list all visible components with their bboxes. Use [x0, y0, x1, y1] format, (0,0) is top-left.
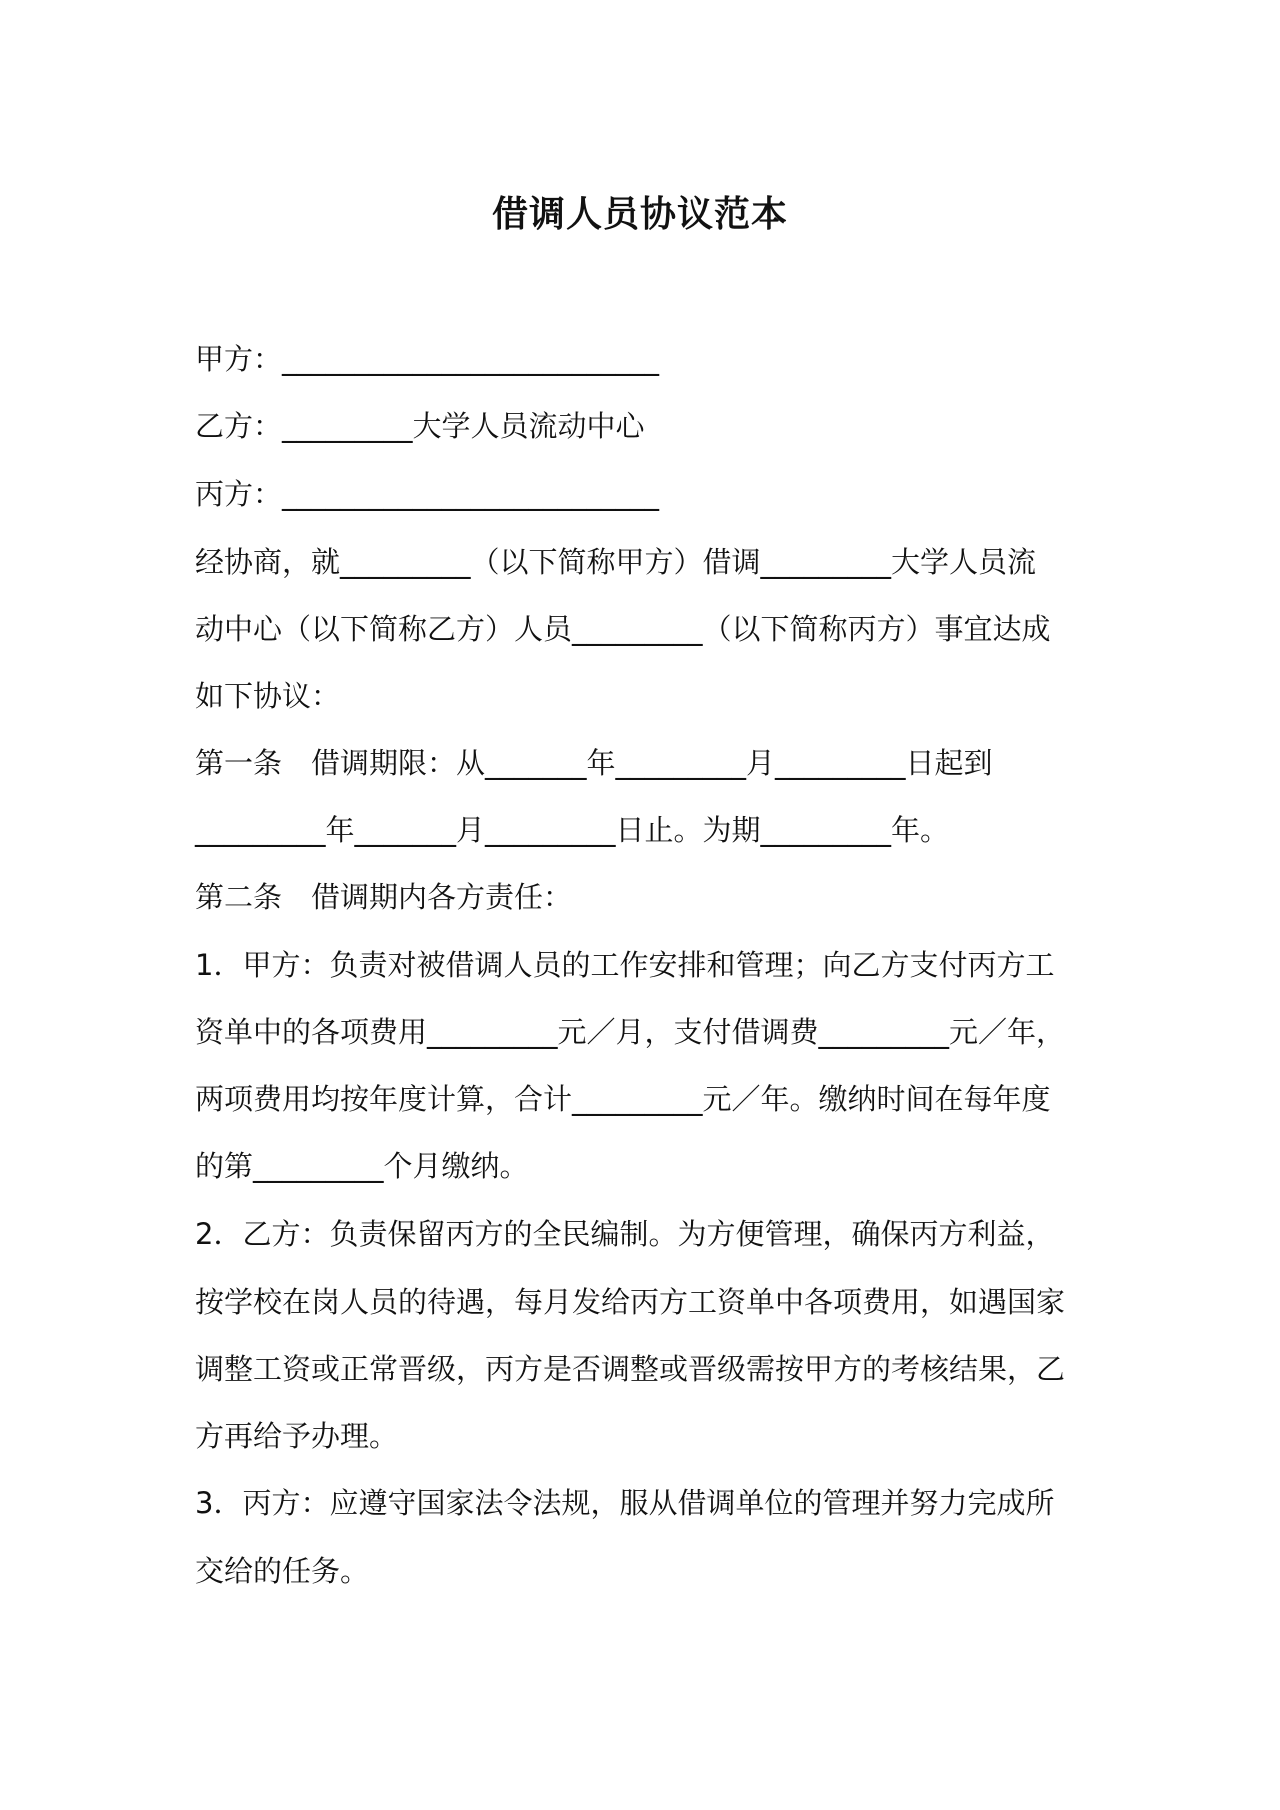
document-line: 两项费用均按年度计算，合计_________元／年。缴纳时间在每年度 — [195, 1082, 1051, 1116]
document-line: 方再给予办理。 — [195, 1419, 399, 1453]
document-line: 甲方：__________________________ — [195, 342, 660, 376]
document-line: 调整工资或正常晋级，丙方是否调整或晋级需按甲方的考核结果，乙 — [195, 1352, 1066, 1386]
document-line: 第一条 借调期限：从_______年_________月_________日起到 — [195, 746, 993, 780]
document-line: 交给的任务。 — [195, 1554, 370, 1588]
document-line: 的第_________个月缴纳。 — [195, 1149, 529, 1183]
document-line: 2．乙方：负责保留丙方的全民编制。为方便管理，确保丙方利益， — [195, 1217, 1055, 1251]
document-line: 1．甲方：负责对被借调人员的工作安排和管理；向乙方支付丙方工 — [195, 948, 1055, 982]
document-line: 资单中的各项费用_________元／月，支付借调费_________元／年， — [195, 1015, 1066, 1049]
document-line: 3．丙方：应遵守国家法令法规，服从借调单位的管理并努力完成所 — [195, 1486, 1055, 1520]
document-line: 丙方：__________________________ — [195, 477, 660, 511]
document-line: 经协商，就_________（以下简称甲方）借调_________大学人员流 — [195, 545, 1037, 579]
document-line: 按学校在岗人员的待遇，每月发给丙方工资单中各项费用，如遇国家 — [195, 1285, 1066, 1319]
document-title: 借调人员协议范本 — [491, 194, 788, 235]
document-line: _________年_______月_________日止。为期_________年。 — [195, 813, 950, 847]
document-line: 动中心（以下简称乙方）人员_________（以下简称丙方）事宜达成 — [195, 612, 1051, 646]
document-line: 如下协议： — [195, 679, 341, 713]
document-line: 乙方：_________大学人员流动中心 — [195, 409, 645, 443]
document-line: 第二条 借调期内各方责任： — [195, 880, 573, 914]
